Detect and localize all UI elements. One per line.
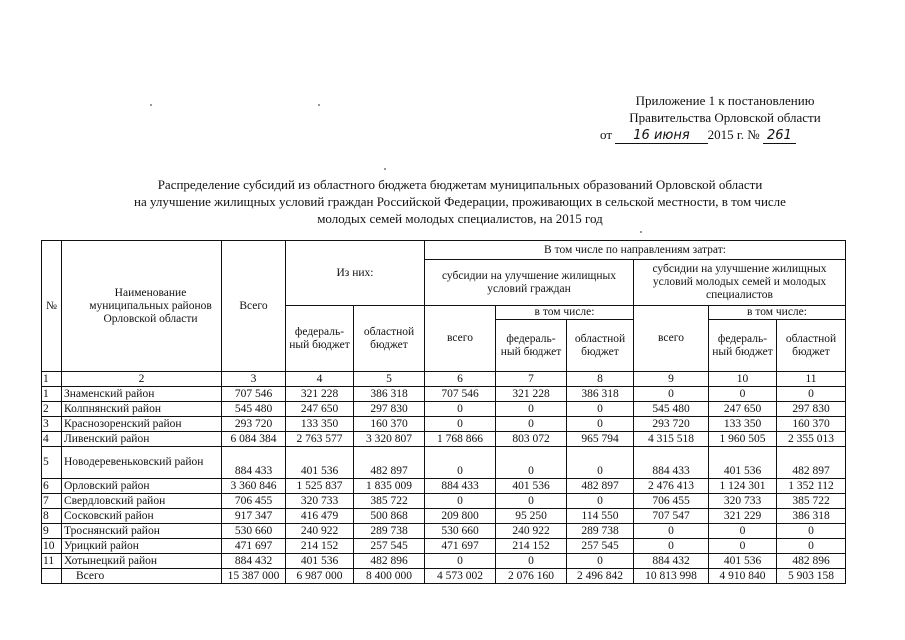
value-cell: 289 738 — [567, 524, 634, 539]
value-cell: 114 550 — [567, 509, 634, 524]
total-cell: 5 903 158 — [777, 569, 846, 584]
row-number: 4 — [42, 432, 62, 447]
appendix-line-1: Приложение 1 к постановлению — [635, 93, 815, 108]
value-cell: 214 152 — [286, 539, 354, 554]
district-name: Сосковский район — [62, 509, 222, 524]
row-number: 11 — [42, 554, 62, 569]
header-g2-reg: областной бюджет — [777, 320, 846, 372]
col-num: 4 — [286, 372, 354, 387]
row-number: 1 — [42, 387, 62, 402]
value-cell: 0 — [425, 447, 496, 479]
document-title — [60, 176, 860, 227]
value-cell: 0 — [425, 494, 496, 509]
date-prefix: от — [600, 127, 613, 142]
col-num: 1 — [42, 372, 62, 387]
value-cell: 386 318 — [777, 509, 846, 524]
value-cell: 545 480 — [634, 402, 709, 417]
value-cell: 133 350 — [709, 417, 777, 432]
column-number-row — [42, 372, 846, 387]
value-cell: 4 315 518 — [634, 432, 709, 447]
value-cell: 6 084 384 — [222, 432, 286, 447]
value-cell: 0 — [709, 524, 777, 539]
value-cell: 386 318 — [567, 387, 634, 402]
value-cell: 482 897 — [567, 479, 634, 494]
value-cell: 0 — [425, 417, 496, 432]
value-cell: 240 922 — [496, 524, 567, 539]
scan-speck — [640, 231, 642, 233]
value-cell: 401 536 — [709, 447, 777, 479]
value-cell: 386 318 — [354, 387, 425, 402]
value-cell: 884 433 — [222, 447, 286, 479]
table-row — [42, 387, 846, 402]
value-cell: 240 922 — [286, 524, 354, 539]
header-group-1: субсидии на улучшение жилищных условий граждан — [425, 260, 634, 306]
value-cell: 1 835 009 — [354, 479, 425, 494]
value-cell: 0 — [496, 554, 567, 569]
col-num: 11 — [777, 372, 846, 387]
col-num: 5 — [354, 372, 425, 387]
total-cell: 4 910 840 — [709, 569, 777, 584]
value-cell: 707 546 — [222, 387, 286, 402]
title-line-2: на улучшение жилищных условий граждан Российской Федерации, проживающих в сельской местности, в том числе — [134, 194, 786, 209]
col-num: 3 — [222, 372, 286, 387]
value-cell: 482 896 — [777, 554, 846, 569]
value-cell: 293 720 — [634, 417, 709, 432]
value-cell: 1 525 837 — [286, 479, 354, 494]
row-number: 5 — [42, 447, 62, 479]
value-cell: 471 697 — [425, 539, 496, 554]
district-name: Хотынецкий район — [62, 554, 222, 569]
value-cell: 0 — [777, 539, 846, 554]
value-cell: 1 768 866 — [425, 432, 496, 447]
value-cell: 385 722 — [354, 494, 425, 509]
row-number: 3 — [42, 417, 62, 432]
value-cell: 0 — [496, 402, 567, 417]
value-cell: 0 — [496, 494, 567, 509]
value-cell: 0 — [567, 447, 634, 479]
value-cell: 247 650 — [709, 402, 777, 417]
row-number: 9 — [42, 524, 62, 539]
value-cell: 214 152 — [496, 539, 567, 554]
value-cell: 293 720 — [222, 417, 286, 432]
value-cell: 0 — [777, 524, 846, 539]
value-cell: 706 455 — [222, 494, 286, 509]
value-cell: 1 124 301 — [709, 479, 777, 494]
value-cell: 482 897 — [354, 447, 425, 479]
row-number: 8 — [42, 509, 62, 524]
handwritten-number: 261 — [763, 128, 796, 144]
col-num: 10 — [709, 372, 777, 387]
scan-speck — [318, 104, 320, 106]
value-cell: 401 536 — [286, 554, 354, 569]
col-num: 2 — [62, 372, 222, 387]
col-num: 9 — [634, 372, 709, 387]
header-by-direction: В том числе по направлениям затрат: — [425, 241, 846, 260]
value-cell: 321 228 — [496, 387, 567, 402]
header-g1-all: всего — [425, 306, 496, 372]
total-row — [42, 569, 846, 584]
header-g2-fed: федераль-ный бюджет — [709, 320, 777, 372]
header-g2-all: всего — [634, 306, 709, 372]
table-row — [42, 479, 846, 494]
value-cell: 385 722 — [777, 494, 846, 509]
value-cell: 884 432 — [634, 554, 709, 569]
total-cell: 2 496 842 — [567, 569, 634, 584]
value-cell: 289 738 — [354, 524, 425, 539]
value-cell: 707 546 — [425, 387, 496, 402]
total-cell: 2 076 160 — [496, 569, 567, 584]
value-cell: 401 536 — [286, 447, 354, 479]
year-text: 2015 г. № — [707, 127, 760, 142]
handwritten-date: 16 июня — [615, 128, 707, 144]
table-row — [42, 524, 846, 539]
total-cell: 8 400 000 — [354, 569, 425, 584]
row-number: 2 — [42, 402, 62, 417]
district-name: Колпнянский район — [62, 402, 222, 417]
value-cell: 2 476 413 — [634, 479, 709, 494]
district-name: Орловский район — [62, 479, 222, 494]
value-cell: 247 650 — [286, 402, 354, 417]
scan-speck — [384, 168, 386, 170]
value-cell: 133 350 — [286, 417, 354, 432]
row-number: 10 — [42, 539, 62, 554]
district-name: Знаменский район — [62, 387, 222, 402]
value-cell: 0 — [634, 539, 709, 554]
row-number: 6 — [42, 479, 62, 494]
district-name: Свердловский район — [62, 494, 222, 509]
value-cell: 0 — [567, 402, 634, 417]
value-cell: 0 — [496, 417, 567, 432]
value-cell: 320 733 — [286, 494, 354, 509]
value-cell: 0 — [425, 402, 496, 417]
district-name: Троснянский район — [62, 524, 222, 539]
total-cell: 6 987 000 — [286, 569, 354, 584]
table-row — [42, 432, 846, 447]
value-cell: 1 352 112 — [777, 479, 846, 494]
value-cell: 1 960 505 — [709, 432, 777, 447]
value-cell: 0 — [709, 387, 777, 402]
header-regional: областной бюджет — [354, 306, 425, 372]
header-total: Всего — [222, 241, 286, 372]
value-cell: 706 455 — [634, 494, 709, 509]
header-incl-2: в том числе: — [709, 306, 846, 320]
value-cell: 0 — [496, 447, 567, 479]
value-cell: 0 — [567, 494, 634, 509]
value-cell: 160 370 — [777, 417, 846, 432]
value-cell: 297 830 — [354, 402, 425, 417]
table-row — [42, 539, 846, 554]
value-cell: 500 868 — [354, 509, 425, 524]
value-cell: 803 072 — [496, 432, 567, 447]
value-cell: 3 320 807 — [354, 432, 425, 447]
scan-speck — [150, 104, 152, 106]
value-cell: 0 — [567, 417, 634, 432]
appendix-date-line — [560, 126, 890, 144]
total-label: Всего — [62, 569, 222, 584]
header-incl-1: в том числе: — [496, 306, 634, 320]
value-cell: 884 432 — [222, 554, 286, 569]
row-number: 7 — [42, 494, 62, 509]
value-cell: 0 — [567, 554, 634, 569]
header-name: Наименование муниципальных районов Орловской области — [62, 241, 222, 372]
value-cell: 917 347 — [222, 509, 286, 524]
subsidy-table — [41, 240, 846, 584]
value-cell: 471 697 — [222, 539, 286, 554]
value-cell: 160 370 — [354, 417, 425, 432]
col-num: 6 — [425, 372, 496, 387]
value-cell: 257 545 — [354, 539, 425, 554]
value-cell: 95 250 — [496, 509, 567, 524]
header-g1-reg: областной бюджет — [567, 320, 634, 372]
district-name: Урицкий район — [62, 539, 222, 554]
district-name: Ливенский район — [62, 432, 222, 447]
value-cell: 530 660 — [222, 524, 286, 539]
table-row — [42, 402, 846, 417]
value-cell: 297 830 — [777, 402, 846, 417]
value-cell: 965 794 — [567, 432, 634, 447]
value-cell: 321 228 — [286, 387, 354, 402]
header-g1-fed: федераль-ный бюджет — [496, 320, 567, 372]
value-cell: 482 897 — [777, 447, 846, 479]
title-line-3: молодых семей молодых специалистов, на 2015 год — [317, 211, 603, 226]
value-cell: 416 479 — [286, 509, 354, 524]
table-row — [42, 509, 846, 524]
district-name: Краснозоренский район — [62, 417, 222, 432]
total-cell: 15 387 000 — [222, 569, 286, 584]
district-name: Новодеревеньковский район — [62, 447, 222, 479]
value-cell: 0 — [777, 387, 846, 402]
value-cell: 884 433 — [425, 479, 496, 494]
table-row — [42, 417, 846, 432]
table-row — [42, 447, 846, 479]
table-row — [42, 494, 846, 509]
value-cell: 0 — [709, 539, 777, 554]
value-cell: 884 433 — [634, 447, 709, 479]
appendix-header — [560, 92, 890, 144]
value-cell: 707 547 — [634, 509, 709, 524]
col-num: 8 — [567, 372, 634, 387]
value-cell: 321 229 — [709, 509, 777, 524]
header-no: № — [42, 241, 62, 372]
value-cell: 482 896 — [354, 554, 425, 569]
table-row — [42, 554, 846, 569]
col-num: 7 — [496, 372, 567, 387]
total-cell: 4 573 002 — [425, 569, 496, 584]
value-cell: 2 763 577 — [286, 432, 354, 447]
value-cell: 257 545 — [567, 539, 634, 554]
value-cell: 0 — [425, 554, 496, 569]
header-federal: федераль-ный бюджет — [286, 306, 354, 372]
value-cell: 401 536 — [496, 479, 567, 494]
total-cell: 10 813 998 — [634, 569, 709, 584]
value-cell: 545 480 — [222, 402, 286, 417]
value-cell: 401 536 — [709, 554, 777, 569]
value-cell: 2 355 013 — [777, 432, 846, 447]
value-cell: 530 660 — [425, 524, 496, 539]
appendix-line-2: Правительства Орловской области — [629, 110, 821, 125]
value-cell: 320 733 — [709, 494, 777, 509]
value-cell: 3 360 846 — [222, 479, 286, 494]
title-line-1: Распределение субсидий из областного бюджета бюджетам муниципальных образований Орловской области — [157, 177, 763, 192]
value-cell: 0 — [634, 524, 709, 539]
header-group-2: субсидии на улучшение жилищных условий молодых семей и молодых специалистов — [634, 260, 846, 306]
header-of-them: Из них: — [286, 241, 425, 306]
value-cell: 0 — [634, 387, 709, 402]
value-cell: 209 800 — [425, 509, 496, 524]
